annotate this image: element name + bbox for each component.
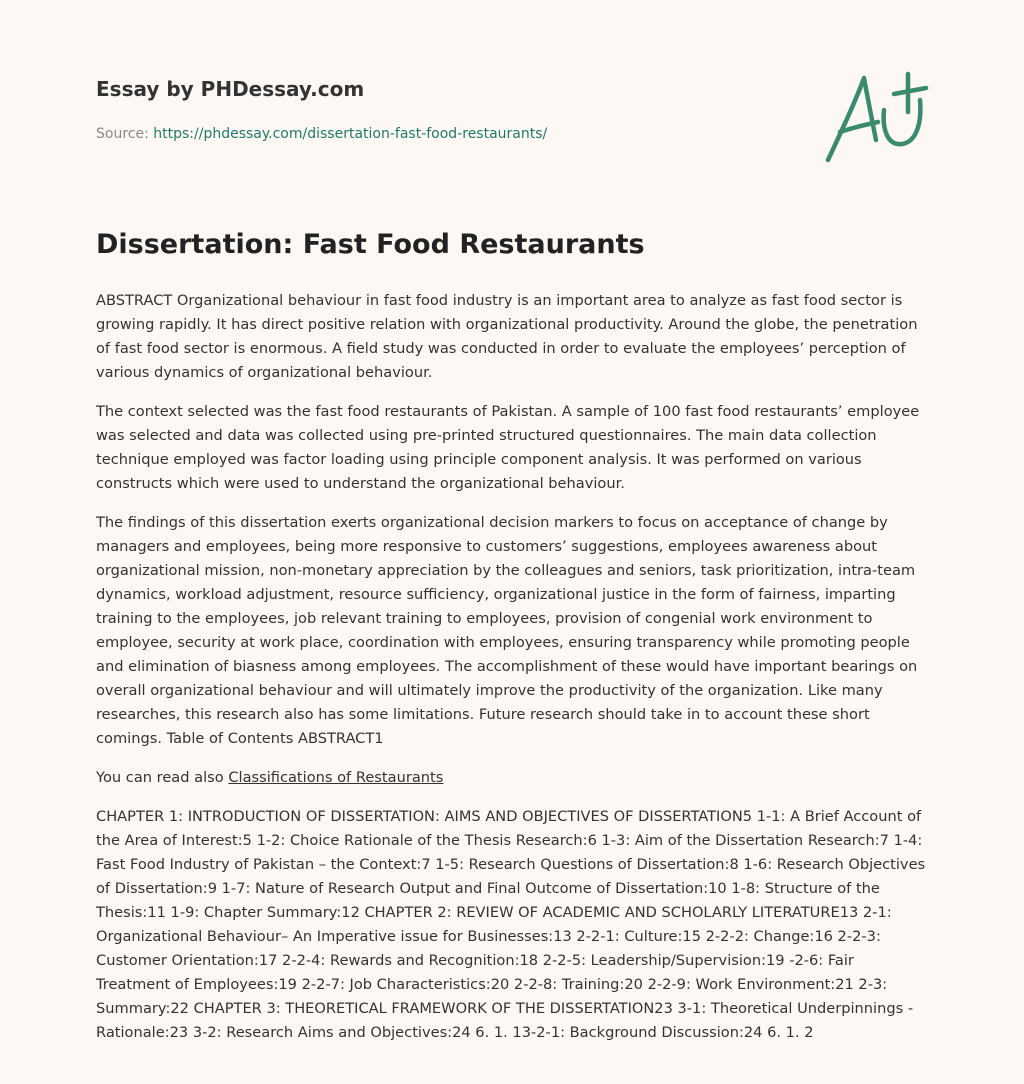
page-header	[96, 74, 796, 144]
read-also-label: You can read also	[96, 769, 224, 786]
read-also	[96, 766, 931, 790]
a-plus-logo-icon	[822, 70, 932, 166]
paragraph-context: The context selected was the fast food restaurants of Pakistan. A sample of 100 fast food restaurants’ employee was selected and data was collected using pre-printed structured questionnaires. The main data collection technique employed was factor loading using principle component analysis. It was performed on various constructs which were used to understand the organizational behaviour.	[96, 403, 920, 492]
brand-title: Essay by PHDessay.com	[96, 77, 365, 101]
table-of-contents: CHAPTER 1: INTRODUCTION OF DISSERTATION: AIMS AND OBJECTIVES OF DISSERTATION5 1-1: A Brief Account of the Area of Interest:5 1-2: Choice Rationale of the Thesis Research:6 1-3: Aim of the Dissertation Research:7 1-4: Fast Food Industry of Pakistan – the Context:7 1-5: Research Questions of Dissertation:8 1-6: Research Objectives of Dissertation:9 1-7: Nature of Research Output and Final Outcome of Dissertation:10 1-8: Structure of the Thesis:11 1-9: Chapter Summary:12 CHAPTER 2: REVIEW OF ACADEMIC AND SCHOLARLY LITERATURE13 2-1: Organizational Behaviour– An Imperative issue for Businesses:13 2-2-1: Culture:15 2-2-2: Change:16 2-2-3: Customer Orientation:17 2-2-4: Rewards and Recognition:18 2-2-5: Leadership/Supervision:19 -2-6: Fair Treatment of Employees:19 2-2-7: Job Characteristics:20 2-2-8: Training:20 2-2-9: Work Environment:21 2-3: Summary:22 CHAPTER 3: THEORETICAL FRAMEWORK OF THE DISSERTATION23 3-1: Theoretical Underpinnings - Rationale:23 3-2: Research Aims and Objectives:24 6. 1. 13-2-1: Background Discussion:24 6. 1. 2	[96, 808, 926, 1041]
source-label: Source:	[96, 126, 149, 142]
read-also-link[interactable]: Classifications of Restaurants	[228, 769, 444, 786]
source-link[interactable]: https://phdessay.com/dissertation-fast-food-restaurants/	[153, 126, 548, 142]
article	[96, 226, 931, 1060]
paragraph-abstract: ABSTRACT Organizational behaviour in fast food industry is an important area to analyze as fast food sector is growing rapidly. It has direct positive relation with organizational productivity. Around the globe, the penetration of fast food sector is enormous. A field study was conducted in order to evaluate the employees’ perception of various dynamics of organizational behaviour.	[96, 292, 918, 381]
paragraph-findings: The findings of this dissertation exerts organizational decision markers to focus on acceptance of change by managers and employees, being more responsive to customers’ suggestions, employees awareness about organizational mission, non-monetary appreciation by the colleagues and seniors, task prioritization, intra-team dynamics, workload adjustment, resource sufficiency, organizational justice in the form of fairness, imparting training to the employees, job relevant training to employees, provision of congenial work environment to employee, security at work place, coordination with employees, ensuring transparency while promoting people and elimination of biasness among employees. The accomplishment of these would have important bearings on overall organizational behaviour and will ultimately improve the productivity of the organization. Like many researches, this research also has some limitations. Future research should take in to account these short comings. Table of Contents ABSTRACT1	[96, 514, 918, 747]
page-title: Dissertation: Fast Food Restaurants	[96, 229, 645, 260]
source-line	[96, 124, 796, 144]
